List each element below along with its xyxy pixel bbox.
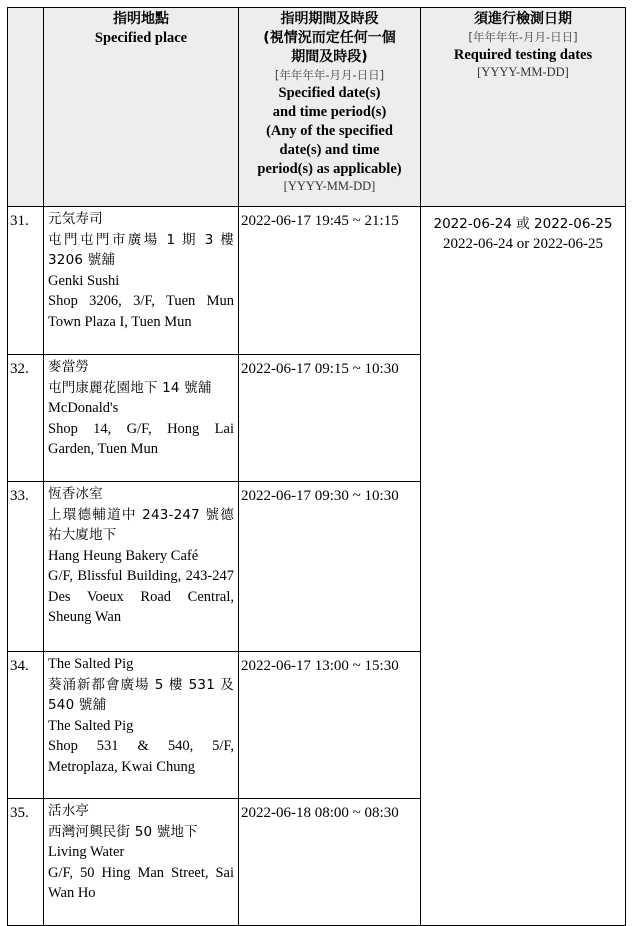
place-name-en: Hang Heung Bakery Café <box>48 547 199 564</box>
header-testing-zh: 須進行檢測日期 <box>474 11 572 27</box>
place-name-en: The Salted Pig <box>48 717 134 734</box>
header-testing-cell <box>421 8 626 207</box>
header-period-zh-3: 期間及時段) <box>291 49 368 65</box>
header-place-zh: 指明地點 <box>113 11 169 27</box>
place-name-en: Living Water <box>48 844 125 860</box>
place-address-en: G/F, Blissful Building, 243-247 Des Voeux Road Central, Sheung Wan <box>48 568 234 625</box>
header-testing-en: Required testing dates <box>453 47 593 63</box>
header-period-zh-1: 指明期間及時段 <box>280 11 379 27</box>
place-name-zh: 恆香冰室 <box>48 486 103 502</box>
place-address-en: Shop 3206, 3/F, Tuen Mun Town Plaza I, Tuen Mun <box>48 293 234 330</box>
row-number: 33. <box>8 482 44 652</box>
table-header-row <box>8 8 626 207</box>
place-address-zh: 葵涌新都會廣場 5 樓 531 及 540 號舖 <box>48 676 234 713</box>
header-period-format-en: [YYYY-MM-DD] <box>283 179 376 193</box>
place-cell <box>44 482 239 652</box>
place-cell <box>44 799 239 926</box>
place-name-zh: 活水亭 <box>48 803 90 819</box>
place-name-zh: The Salted Pig <box>48 656 134 672</box>
place-address-en: G/F, 50 Hing Man Street, Sai Wan Ho <box>48 864 234 901</box>
row-number: 32. <box>8 355 44 482</box>
testing-dates-cell <box>421 207 626 926</box>
header-place-cell <box>44 8 239 207</box>
place-address-zh: 屯門屯門市廣場 1 期 3 樓 3206 號舖 <box>48 231 234 268</box>
place-address-zh: 上環德輔道中 243-247 號德祐大廈地下 <box>48 506 234 543</box>
header-period-en-5: period(s) as applicable) <box>257 161 402 177</box>
testing-dates-zh: 2022-06-24 或 2022-06-25 <box>433 216 613 232</box>
testing-dates-en: 2022-06-24 or 2022-06-25 <box>443 236 603 252</box>
header-period-en-4: date(s) and time <box>279 142 380 158</box>
period-cell: 2022-06-17 13:00 ~ 15:30 <box>239 652 421 799</box>
header-period-en-2: and time period(s) <box>272 104 387 120</box>
place-name-en: Genki Sushi <box>48 272 120 289</box>
header-period-en-1: Specified date(s) <box>278 85 381 101</box>
place-name-en: McDonald's <box>48 400 119 416</box>
header-period-zh-2: (視情況而定任何一個 <box>263 30 396 46</box>
header-testing-format-en: [YYYY-MM-DD] <box>477 65 569 79</box>
specified-places-table <box>7 7 626 926</box>
place-address-en: Shop 531 & 540, 5/F, Metroplaza, Kwai Chung <box>48 738 234 775</box>
row-number: 34. <box>8 652 44 799</box>
place-name-zh: 麥當勞 <box>48 359 90 375</box>
place-address-zh: 西灣河興民街 50 號地下 <box>48 823 198 840</box>
period-cell: 2022-06-18 08:00 ~ 08:30 <box>239 799 421 926</box>
header-period-format-zh: [年年年年-月月-日日] <box>274 68 385 82</box>
period-cell: 2022-06-17 19:45 ~ 21:15 <box>239 207 421 355</box>
period-cell: 2022-06-17 09:15 ~ 10:30 <box>239 355 421 482</box>
place-cell <box>44 652 239 799</box>
header-period-cell <box>239 8 421 207</box>
period-cell: 2022-06-17 09:30 ~ 10:30 <box>239 482 421 652</box>
place-name-zh: 元気寿司 <box>48 211 103 227</box>
row-number: 31. <box>8 207 44 355</box>
place-address-en: Shop 14, G/F, Hong Lai Garden, Tuen Mun <box>48 420 234 457</box>
header-place-en: Specified place <box>94 30 188 46</box>
table-row <box>8 207 626 355</box>
place-address-zh: 屯門康麗花園地下 14 號舖 <box>48 379 212 396</box>
place-cell <box>44 355 239 482</box>
row-number: 35. <box>8 799 44 926</box>
header-testing-format-zh: [年年年年-月月-日日] <box>468 30 578 44</box>
header-period-en-3: (Any of the specified <box>266 123 393 139</box>
place-cell <box>44 207 239 355</box>
header-num-cell <box>8 8 44 207</box>
